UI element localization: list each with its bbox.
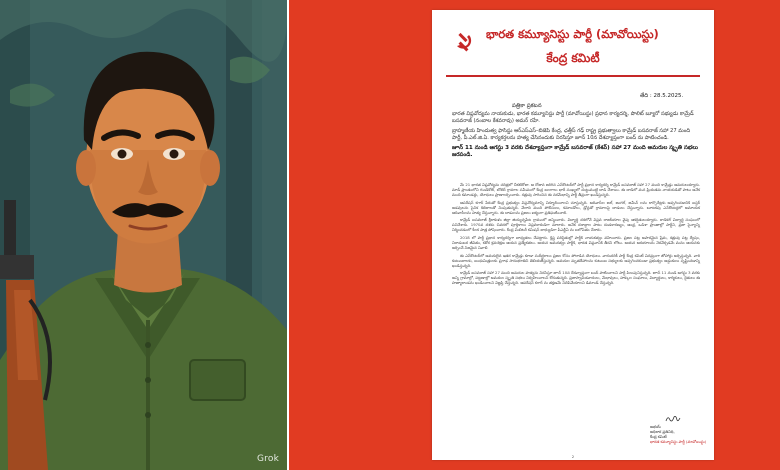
body-paragraph: మే 21 భారత విప్లవోద్యమ చరిత్రలో చీకటిరోజు. ఆ రోజున జరిగిన ఎన్‌కౌంటర్‌లో పార్టీ ప్రధాన కార్యదర్శి కామ్రేడ్ బసవరాజ్ సహా 27 మంది కామ్రేడ్లు అమరులయ్యారు. మాడ్ ప్రాంతంలోని గుండెకోట్, బోటెర్ గ్రామాల సమీపంలో కేంద్ర బలగాలు భారీ సంఖ్యలో చుట్టుముట్టి దాడి చేశాయి. ఈ దాడిలో మన ప్రియతమ నాయకుడితో పాటు అనేక మంది కమాండర్లు, యోధులు ప్రాణాలర్పించారు. శత్రువు సాగించిన ఈ నరమేధాన్ని పార్టీ తీవ్రంగా ఖండిస్తున్నది. [452, 182, 700, 198]
release-label: పత్రికా ప్రకటన [512, 103, 542, 109]
intro-paragraph: బ్రాహ్మణీయ హిందుత్వ ఫాసిస్టు ఆర్ఎస్ఎస్–బిజెపి కేంద్ర, ఛత్తీస్ గఢ్ రాష్ట్ర ప్రభుత్వాలు కామ్రేడ్ బసవరాజ్ సహా 27 మంది పార్టీ, పీ.ఎల్.జి.ఏ. కార్యకర్తలను హత్య చేసినందుకు నిరసిస్తూ జూన్ 10న దేశవ్యాప్తంగా బంద్ ను పాటించండి. [452, 127, 691, 142]
body-paragraph: ఆపరేషన్ కగార్ పేరుతో కేంద్ర ప్రభుత్వం విప్లవోద్యమాన్ని నిర్మూలించాలని చూస్తున్నది. ఆదివాసీల జల్, జంగల్, జమీన్ లను కార్పొరేట్లకు అప్పగించడానికి బస్తర్ అడవులను సైనిక శిబిరాలతో నింపుతున్నది. వేలాది మంది పోలీసులు, కమాండోలు, డ్రోన్లతో గ్రామాలపై దాడులు చేస్తున్నారు. బూటకపు ఎన్‌కౌంటర్లలో అమాయక ఆదివాసీలను హత్య చేస్తున్నారు. ఈ దాడులను ప్రజలు ఐక్యంగా ప్రతిఘటించాలి. [452, 199, 700, 215]
portrait-artwork [0, 0, 287, 470]
letterhead [432, 10, 714, 80]
body-paragraph: కామ్రేడ్ బసవరాజ్ సహా 27 మంది అమరుల హత్యను నిరసిస్తూ జూన్ 10న దేశవ్యాప్తంగా బంద్ పాటించాలని పార్టీ పిలుపునిస్తున్నది. జూన్ 11 నుండి ఆగస్టు 3 వరకు అన్ని గ్రామాల్లో, పట్టణాల్లో అమరుల స్మృతి సభలు నిర్వహించాలని కోరుతున్నది. ప్రజాస్వామికవాదులు, మేధావులు, హక్కుల సంఘాలు, విద్యార్థులు, కార్మికులు, రైతులు ఈ హత్యాకాండను ఖండించాలని విజ్ఞప్తి చేస్తున్నది. ఆపరేషన్ కగార్ ను తక్షణమే నిలిపివేయాలని డిమాండ్ చేస్తున్నది. [452, 270, 700, 286]
body-text [452, 182, 700, 288]
body-paragraph: ఈ ఎన్‌కౌంటర్‌లో అమరులైన ఇతర కామ్రేడ్లు కూడా సుదీర్ఘకాలం ప్రజల కోసం పోరాడిన యోధులు. వారందరికీ పార్టీ కేంద్ర కమిటీ వినమ్రంగా జోహార్లు అర్పిస్తున్నది. వారి కుటుంబాలకు, బంధుమిత్రులకు ప్రగాఢ సానుభూతిని తెలియజేస్తున్నది. అమరుల మృతదేహాలను కుటుంబ సభ్యులకు అప్పగించకుండా ప్రభుత్వం అడ్డంకులు సృష్టించడాన్ని ఖండిస్తున్నది. [452, 252, 700, 268]
release-date: తేది : 28.5.2025. [640, 93, 684, 99]
press-release-page [432, 10, 714, 460]
signatory-title: అధికార ప్రతినిధి, [650, 429, 675, 434]
signatory-committee: కేంద్ర కమిటీ [650, 434, 667, 439]
signatory-org: భారత కమ్యూనిస్టు పార్టీ (మావోయిస్టు) [650, 439, 707, 444]
intro-block [452, 111, 700, 161]
signature-block [650, 424, 710, 444]
highlight-paragraph: జూన్ 11 నుండి ఆగస్టు 3 వరకు దేశవ్యాప్తంగా కామ్రేడ్ బసవరాజ్ (కేశవ్) సహా 27 మంది అమరుల స్మృతి సభలు జరపండి. [452, 144, 698, 159]
ai-watermark: Grok [257, 454, 279, 464]
leader-portrait-illustration [0, 0, 287, 470]
body-paragraph: కామ్రేడ్ బసవరాజ్ శ్రీకాకుళం జిల్లా జియ్యన్నపేట గ్రామంలో జన్మించారు. విద్యార్థి దశలోనే విప్లవ రాజకీయాల వైపు ఆకర్షితులయ్యారు. రాడికల్ విద్యార్థి సంఘంలో పనిచేశారు. 1970వ దశకం చివరలో పూర్తికాలం విప్లవకారుడిగా మారారు. అనేక దశాబ్దాల పాటు దండకారణ్యం, ఆంధ్ర, ఒడిశా ప్రాంతాల్లో పార్టీని, ప్రజా సైన్యాన్ని నిర్మించడంలో కీలక పాత్ర పోషించారు. కేంద్ర మిలిటరీ కమిషన్ బాధ్యుడిగా పీఎల్జీఏ ను బలోపేతం చేశారు. [452, 217, 700, 233]
intro-paragraph: భారత విప్లవోద్యమ నాయకుడు, భారత కమ్యూనిస్టు పార్టీ (మావోయిస్టు) ప్రధాన కార్యదర్శి, పొలిట్ బ్యూరో సభ్యుడు కామ్రేడ్ బసవరాజ్ (నంబాల కేశవరావు) అమర్ రహే. [452, 111, 694, 125]
body-paragraph: 2018 లో పార్టీ ప్రధాన కార్యదర్శిగా బాధ్యతలు చేపట్టారు. క్లిష్ట పరిస్థితుల్లో పార్టీకి నాయకత్వం వహించారు. ప్రజల పట్ల అపారమైన ప్రేమ, శత్రువు పట్ల ద్వేషం, నిరాడంబర జీవితం, కఠోర క్రమశిక్షణ ఆయన ప్రత్యేకతలు. ఆయన అమరత్వం పార్టీకి, భారత విప్లవానికి తీరని లోటు. ఆయన ఆశయాలను నెరవేర్చడమే మనం ఆయనకు అర్పించే నిజమైన నివాళి. [452, 234, 700, 251]
signatory-name: అభయ్ [650, 424, 661, 429]
committee-name: కేంద్ర కమిటీ [546, 51, 600, 65]
header-rule [446, 75, 700, 77]
page-number: 2 [571, 454, 575, 459]
signature-scribble [665, 414, 681, 424]
party-name: భారత కమ్యూనిస్టు పార్టీ (మావోయిస్టు) [486, 27, 659, 41]
